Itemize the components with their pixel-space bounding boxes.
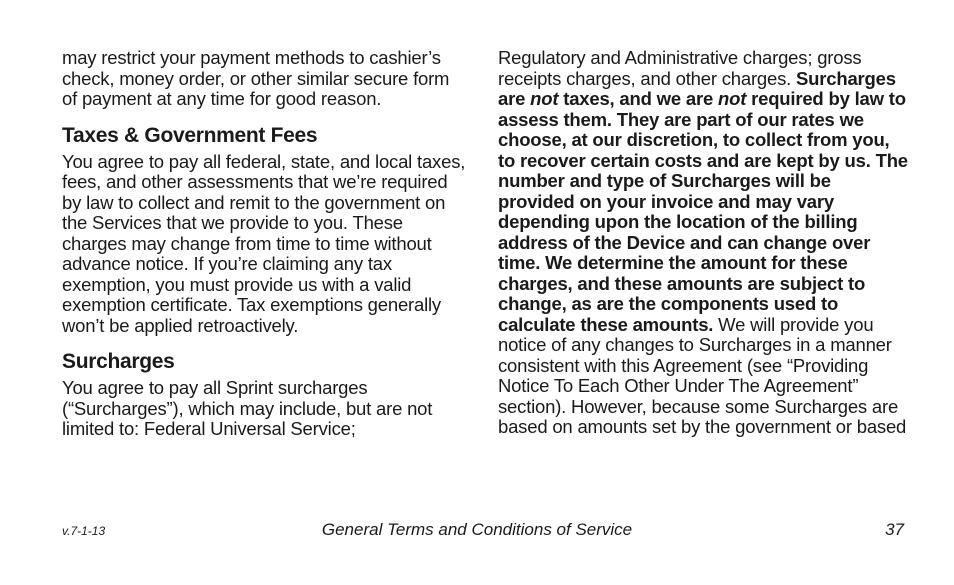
tail-text: We will provide you notice of any changes to Surcharges in a manner consistent with this Agreement (see “Providing Notice To Each Other Under The Agreement” section). However, because some Surcharges are based on amounts set by the government or based bbox=[498, 313, 907, 437]
bold-text-3: required by law to assess them. They are part of our rates we choose, at our discretion, to collect from you, to recover certain costs and are kept by us. The number and type of Surcharges will be provided on your invoice and may vary depending upon the location of the billing address of the Device and can change over time. We determine the amount for these charges, and these amounts are subject to change, as are the components used to calculate these amounts. bbox=[498, 88, 908, 335]
intro-paragraph: may restrict your payment methods to cashier’s check, money order, or other similar secure form of payment at any time for good reason. bbox=[62, 47, 450, 109]
right-column bbox=[498, 48, 910, 438]
emphasis-not-2: not bbox=[718, 88, 747, 109]
footer-title: General Terms and Conditions of Service bbox=[321, 520, 633, 539]
surcharges-continued-paragraph bbox=[498, 48, 910, 438]
bold-text-2: taxes, and we are bbox=[558, 88, 718, 109]
surcharges-heading: Surcharges bbox=[62, 350, 175, 373]
version-label: v.7-1-13 bbox=[62, 524, 106, 538]
taxes-heading: Taxes & Government Fees bbox=[62, 123, 318, 147]
left-column bbox=[62, 48, 466, 440]
taxes-paragraph: You agree to pay all federal, state, and local taxes, fees, and other assessments that we’re required by law to collect and remit to the government on the Services that we provide to you. These charges may change from time to time without advance notice. If you’re claiming any tax exemption, you must provide us with a valid exemption certificate. Tax exemptions generally won’t be applied retroactively. bbox=[62, 150, 466, 336]
lead-text: Regulatory and Administrative charges; gross receipts charges, and other charges. bbox=[498, 47, 862, 89]
page-footer bbox=[0, 520, 954, 542]
surcharges-paragraph: You agree to pay all Sprint surcharges (“Surcharges”), which may include, but are not limited to: Federal Universal Service; bbox=[62, 377, 433, 439]
emphasis-not-1: not bbox=[530, 88, 559, 109]
page-number: 37 bbox=[885, 520, 904, 539]
bold-text-1: Surcharges are bbox=[498, 67, 896, 109]
